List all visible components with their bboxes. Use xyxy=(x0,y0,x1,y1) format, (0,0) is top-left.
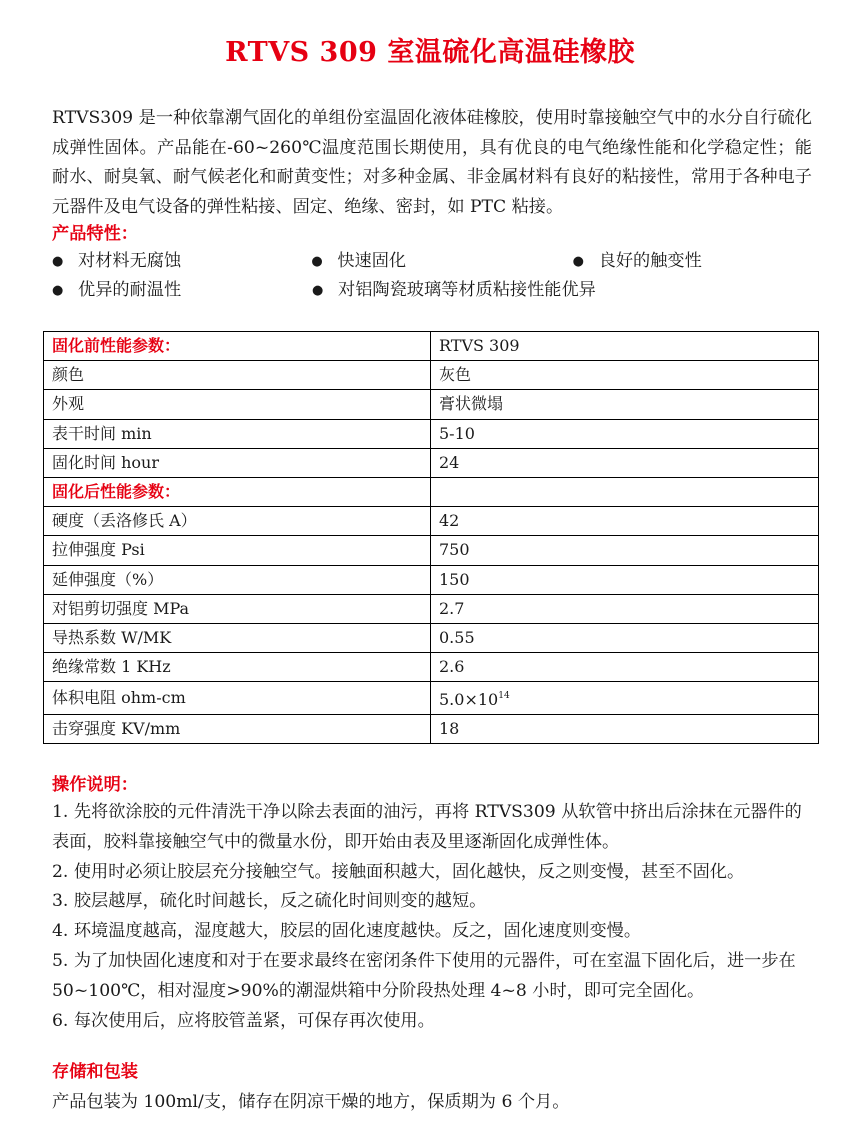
table-row xyxy=(44,536,819,565)
operations-list xyxy=(52,798,812,1036)
feature-item: ● 快速固化 xyxy=(311,247,572,276)
bullet-icon: ● xyxy=(311,254,323,269)
exponent: 14 xyxy=(498,691,510,702)
property-value xyxy=(431,623,819,652)
property-value xyxy=(431,332,819,361)
property-value xyxy=(431,594,819,623)
property-value xyxy=(431,477,819,506)
table-section-header-row xyxy=(44,332,819,361)
property-label: 硬度（丢洛修氏 A） xyxy=(44,507,431,536)
operation-step: 3. 胶层越厚，硫化时间越长，反之硫化时间则变的越短。 xyxy=(52,891,487,912)
property-value-text: 42 xyxy=(439,511,460,531)
property-value-text: 灰色 xyxy=(439,365,472,385)
property-value-text: 18 xyxy=(439,719,460,739)
storage-section xyxy=(52,1057,812,1117)
property-label: 固化时间 hour xyxy=(44,448,431,477)
features-row-2 xyxy=(52,276,812,305)
property-value xyxy=(431,536,819,565)
property-label: 固化前性能参数： xyxy=(44,332,431,361)
bullet-icon: ● xyxy=(312,283,324,298)
property-value xyxy=(431,361,819,390)
property-value xyxy=(431,682,819,715)
operation-step: 2. 使用时必须让胶层充分接触空气。接触面积越大，固化越快，反之则变慢，甚至不固化。 xyxy=(52,861,745,882)
table-row xyxy=(44,448,819,477)
property-label: 对铝剪切强度 MPa xyxy=(44,594,431,623)
property-label: 外观 xyxy=(44,390,431,419)
property-value-text: 5.0×10 xyxy=(439,690,499,710)
table-row xyxy=(44,623,819,652)
operation-step: 1. 先将欲涂胶的元件清洗干净以除去表面的油污，再将 RTVS309 从软管中挤出后涂抹在元器件的表面，胶料靠接触空气中的微量水份，即开始由表及里逐渐固化成弹性体。 xyxy=(52,802,802,852)
property-label: 击穿强度 KV/mm xyxy=(44,715,431,744)
table-row xyxy=(44,390,819,419)
table-row xyxy=(44,594,819,623)
property-value xyxy=(431,390,819,419)
storage-text: 产品包装为 100ml/支，储存在阴凉干燥的地方，保质期为 6 个月。 xyxy=(52,1092,570,1112)
property-label: 拉伸强度 Psi xyxy=(44,536,431,565)
table-section-header-row xyxy=(44,477,819,506)
table-row xyxy=(44,682,819,715)
table-row xyxy=(44,565,819,594)
properties-table xyxy=(43,331,819,744)
table-row xyxy=(44,419,819,448)
property-value-text: 2.6 xyxy=(439,657,465,677)
bullet-icon: ● xyxy=(572,254,584,269)
property-value xyxy=(431,565,819,594)
intro-paragraph xyxy=(52,104,812,222)
property-label: 表干时间 min xyxy=(44,419,431,448)
property-value xyxy=(431,715,819,744)
operations-heading: 操作说明： xyxy=(52,775,138,795)
bullet-icon: ● xyxy=(52,283,64,298)
property-value-text: 5-10 xyxy=(439,423,475,443)
storage-heading: 存储和包装 xyxy=(52,1062,138,1082)
operation-step: 5. 为了加快固化速度和对于在要求最终在密闭条件下使用的元器件，可在室温下固化后，进一步在 50~100℃，相对湿度>90%的潮湿烘箱中分阶段热处理 4~8 小时，即可完全固化。 xyxy=(52,950,796,1001)
feature-item: ● 对材料无腐蚀 xyxy=(52,247,311,276)
features-row-1 xyxy=(52,247,812,276)
property-value-text: 750 xyxy=(439,540,470,560)
page-title: RTVS 309 室温硫化高温硅橡胶 xyxy=(225,37,635,68)
bullet-icon: ● xyxy=(52,254,64,269)
property-value-text: 0.55 xyxy=(439,627,475,647)
property-label: 导热系数 W/MK xyxy=(44,623,431,652)
feature-item: ● 良好的触变性 xyxy=(573,247,812,276)
property-value xyxy=(431,419,819,448)
table-row xyxy=(44,653,819,682)
property-value xyxy=(431,507,819,536)
property-value-text: 膏状微塌 xyxy=(439,394,504,414)
property-label: 绝缘常数 1 KHz xyxy=(44,653,431,682)
operation-step: 6. 每次使用后，应将胶管盖紧，可保存再次使用。 xyxy=(52,1010,435,1031)
property-value-text: 24 xyxy=(439,452,460,472)
feature-item: ● 优异的耐温性 xyxy=(52,276,312,305)
property-value-text: RTVS 309 xyxy=(439,336,520,356)
property-value xyxy=(431,448,819,477)
operations-section xyxy=(52,772,812,1036)
table-row xyxy=(44,361,819,390)
features-heading: 产品特性： xyxy=(52,224,138,244)
property-label: 体积电阻 ohm-cm xyxy=(44,682,431,715)
property-label: 颜色 xyxy=(44,361,431,390)
table-row xyxy=(44,507,819,536)
feature-item: ● 对铝陶瓷玻璃等材质粘接性能优异 xyxy=(312,276,596,305)
property-label: 延伸强度（%） xyxy=(44,565,431,594)
table-row xyxy=(44,715,819,744)
property-value-text: 2.7 xyxy=(439,598,465,618)
property-value-text: 150 xyxy=(439,569,470,589)
features-list xyxy=(52,247,812,305)
property-value xyxy=(431,653,819,682)
operation-step: 4. 环境温度越高，湿度越大，胶层的固化速度越快。反之，固化速度则变慢。 xyxy=(52,921,642,942)
property-label: 固化后性能参数： xyxy=(44,477,431,506)
intro-text: RTVS309 是一种依靠潮气固化的单组份室温固化液体硅橡胶，使用时靠接触空气中的水分自行硫化成弹性固体。产品能在-60~260℃温度范围长期使用，具有优良的电气绝缘性能和化学稳定性；能耐水、耐臭氧、耐气候老化和耐黄变性；对多种金属、非金属材料有良好的粘接性，常用于各种电子元器件及电气设备的弹性粘接、固定、绝缘、密封，如 PTC 粘接。 xyxy=(52,108,812,217)
